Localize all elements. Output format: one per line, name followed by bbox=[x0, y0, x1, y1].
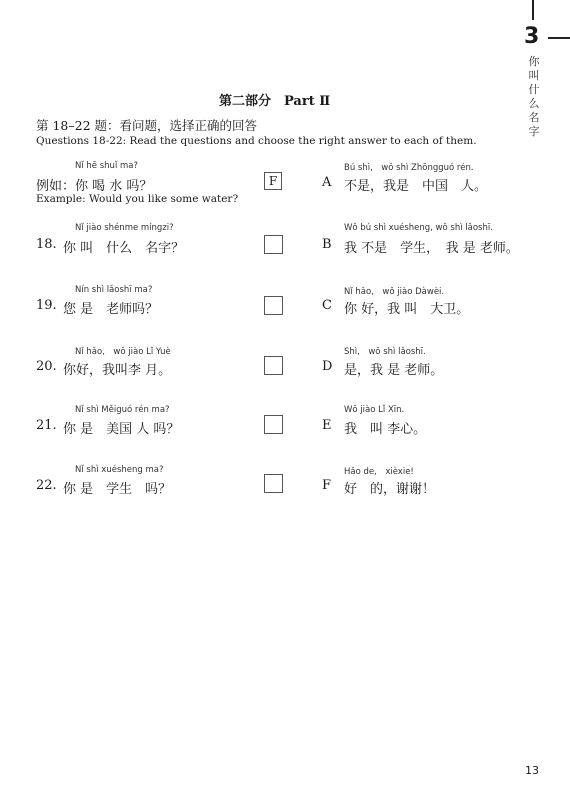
question-21-pinyin: Nǐ shì Měiguó rén ma? bbox=[75, 405, 170, 415]
question-21-number: 21. bbox=[36, 418, 57, 433]
option-a-pinyin: Bú shì, wǒ shì Zhōngguó rén. bbox=[344, 163, 474, 173]
question-18-answer-box[interactable] bbox=[264, 235, 283, 254]
option-b-text: 我 不是 学生， 我 是 老师。 bbox=[344, 241, 519, 256]
option-d-text: 是，我 是 老师。 bbox=[344, 363, 444, 378]
option-b-pinyin: Wǒ bú shì xuésheng, wǒ shì lǎoshī. bbox=[344, 223, 493, 233]
section-title: 第二部分 Part Ⅱ bbox=[219, 94, 331, 109]
option-d-letter: D bbox=[322, 359, 333, 374]
example-pinyin: Nǐ hē shuǐ ma? bbox=[75, 161, 139, 171]
option-a-letter: A bbox=[322, 175, 332, 190]
question-20-number: 20. bbox=[36, 359, 57, 374]
page-number: 13 bbox=[525, 764, 539, 777]
question-21-answer-box[interactable] bbox=[264, 415, 283, 434]
instructions-english: Questions 18-22: Read the questions and choose the right answer to each of them. bbox=[36, 135, 477, 147]
example-question: 例如：你 喝 水 吗？ bbox=[36, 179, 153, 194]
option-e-pinyin: Wǒ jiào Lǐ Xīn. bbox=[344, 405, 405, 415]
question-20-text: 你好，我叫李 月。 bbox=[63, 363, 172, 378]
option-f-text: 好 的，谢谢！ bbox=[344, 482, 436, 497]
option-e-text: 我 叫 李心。 bbox=[344, 422, 427, 437]
question-18-pinyin: Nǐ jiào shénme míngzi? bbox=[75, 223, 174, 233]
question-22-number: 22. bbox=[36, 478, 57, 493]
chapter-marker-side-line bbox=[548, 37, 570, 39]
question-20-pinyin: Nǐ hǎo, wǒ jiào Lǐ Yuè bbox=[75, 347, 171, 357]
option-a-text: 不是，我是 中国 人。 bbox=[344, 179, 488, 194]
question-22-pinyin: Nǐ shì xuésheng ma? bbox=[75, 465, 164, 475]
option-f-letter: F bbox=[322, 478, 332, 493]
instructions-chinese: 第 18–22 题：看问题，选择正确的回答 bbox=[36, 118, 258, 133]
option-c-text: 你 好，我 叫 大卫。 bbox=[344, 302, 470, 317]
option-e-letter: E bbox=[322, 418, 332, 433]
question-22-text: 你 是 学生 吗？ bbox=[63, 482, 172, 497]
question-19-text: 您 是 老师吗？ bbox=[63, 302, 159, 317]
option-b-letter: B bbox=[322, 237, 332, 252]
question-21-text: 你 是 美国 人 吗？ bbox=[63, 422, 180, 437]
chapter-marker-top-line bbox=[532, 0, 534, 20]
question-18-text: 你 叫 什么 名字？ bbox=[63, 241, 185, 256]
question-18-number: 18. bbox=[36, 237, 57, 252]
option-f-pinyin: Hǎo de, xièxie! bbox=[344, 467, 414, 477]
chapter-title-vertical: 你叫什么名字 bbox=[528, 55, 540, 138]
question-22-answer-box[interactable] bbox=[264, 474, 283, 493]
question-19-answer-box[interactable] bbox=[264, 296, 283, 315]
option-d-pinyin: Shì, wǒ shì lǎoshī. bbox=[344, 347, 426, 357]
question-19-number: 19. bbox=[36, 298, 57, 313]
example-answer-box: F bbox=[264, 172, 282, 190]
question-20-answer-box[interactable] bbox=[264, 356, 283, 375]
option-c-pinyin: Nǐ hǎo, wǒ jiào Dàwèi. bbox=[344, 287, 445, 297]
example-english: Example: Would you like some water? bbox=[36, 193, 239, 205]
question-19-pinyin: Nín shì lǎoshī ma? bbox=[75, 285, 153, 295]
option-c-letter: C bbox=[322, 298, 332, 313]
chapter-number: 3 bbox=[524, 24, 540, 49]
